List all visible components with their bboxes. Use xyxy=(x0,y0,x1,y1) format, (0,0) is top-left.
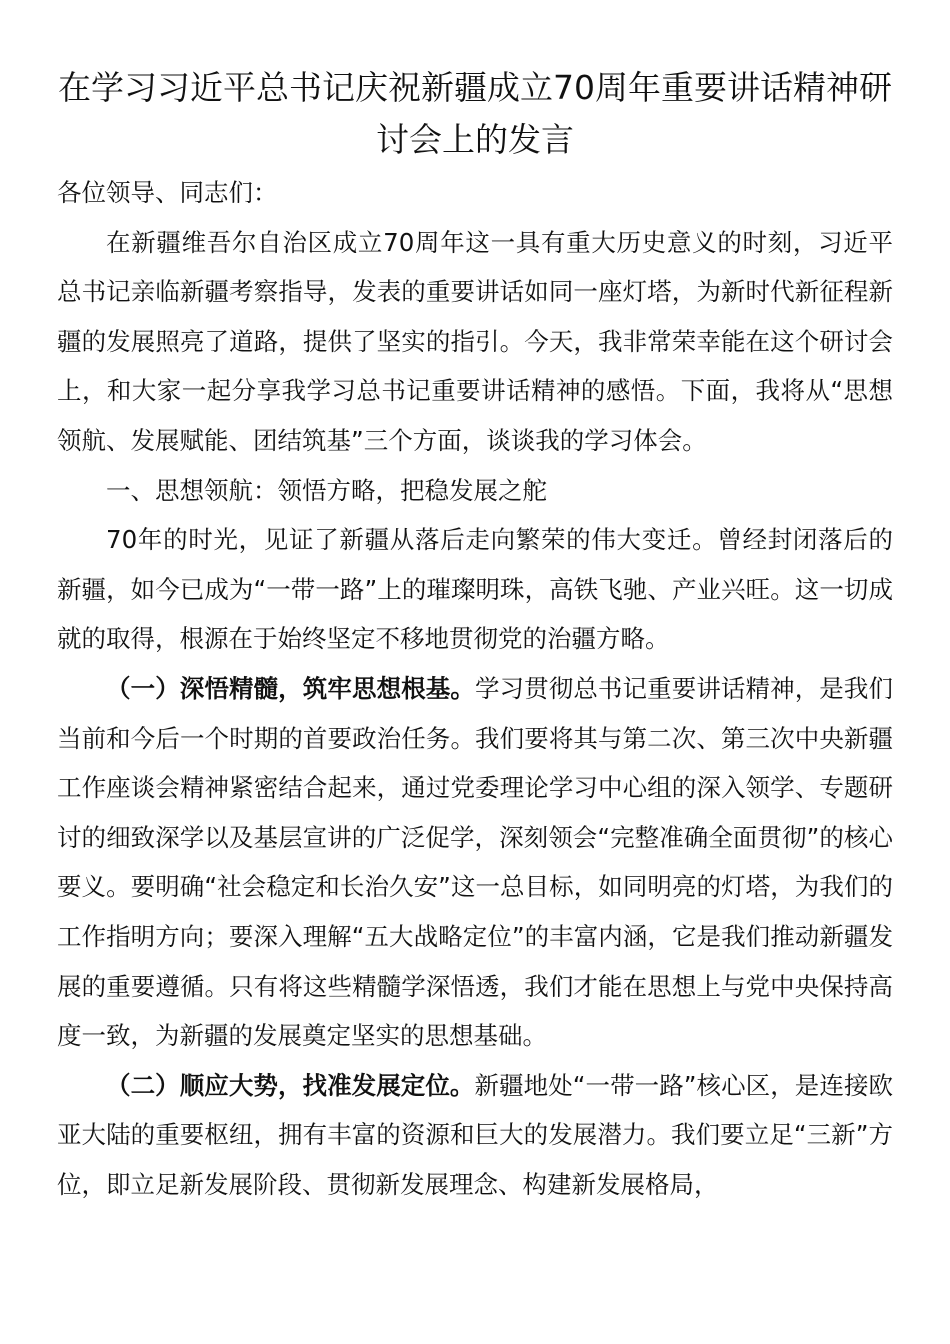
salutation: 各位领导、同志们： xyxy=(57,178,278,207)
section-1-heading: 一、思想领航：领悟方略，把稳发展之舵 xyxy=(106,475,547,505)
point-2-body: 新疆地处“一带一路”核心区，是连接欧亚大陆的重要枢纽，拥有丰富的资源和巨大的发展潜力。我们要立足“三新”方位，即立足新发展阶段、贯彻新发展理念、构建新发展格局， xyxy=(57,1070,894,1199)
document-page xyxy=(57,62,893,1209)
section-1-intro-paragraph: 70年的时光，见证了新疆从落后走向繁荣的伟大变迁。曾经封闭落后的新疆，如今已成为“一带一路”上的璀璨明珠，高铁飞驰、产业兴旺。这一切成就的取得，根源在于始终坚定不移地贯彻党的治疆方略。 xyxy=(57,525,893,654)
document-title: 在学习习近平总书记庆祝新疆成立70周年重要讲话精神研讨会上的发言 xyxy=(58,68,892,159)
point-1-paragraph xyxy=(57,664,893,1061)
point-1-body: 学习贯彻总书记重要讲话精神，是我们当前和今后一个时期的首要政治任务。我们要将其与第二次、第三次中央新疆工作座谈会精神紧密结合起来，通过党委理论学习中心组的深入领学、专题研讨的细致深学以及基层宣讲的广泛促学，深刻领会“完整准确全面贯彻”的核心要义。要明确“社会稳定和长治久安”这一总目标，如同明亮的灯塔，为我们的工作指明方向；要深入理解“五大战略定位”的丰富内涵，它是我们推动新疆发展的重要遵循。只有将这些精髓学深悟透，我们才能在思想上与党中央保持高度一致，为新疆的发展奠定坚实的思想基础。 xyxy=(57,673,893,1051)
point-1-heading: （一）深悟精髓，筑牢思想根基。 xyxy=(106,673,475,703)
intro-paragraph: 在新疆维吾尔自治区成立70周年这一具有重大历史意义的时刻，习近平总书记亲临新疆考察指导，发表的重要讲话如同一座灯塔，为新时代新征程新疆的发展照亮了道路，提供了坚实的指引。今天，我非常荣幸能在这个研讨会上，和大家一起分享我学习总书记重要讲话精神的感悟。下面，我将从“思想领航、发展赋能、团结筑基”三个方面，谈谈我的学习体会。 xyxy=(57,227,893,455)
point-2-heading: （二）顺应大势，找准发展定位。 xyxy=(106,1070,475,1100)
point-2-paragraph xyxy=(57,1061,893,1210)
